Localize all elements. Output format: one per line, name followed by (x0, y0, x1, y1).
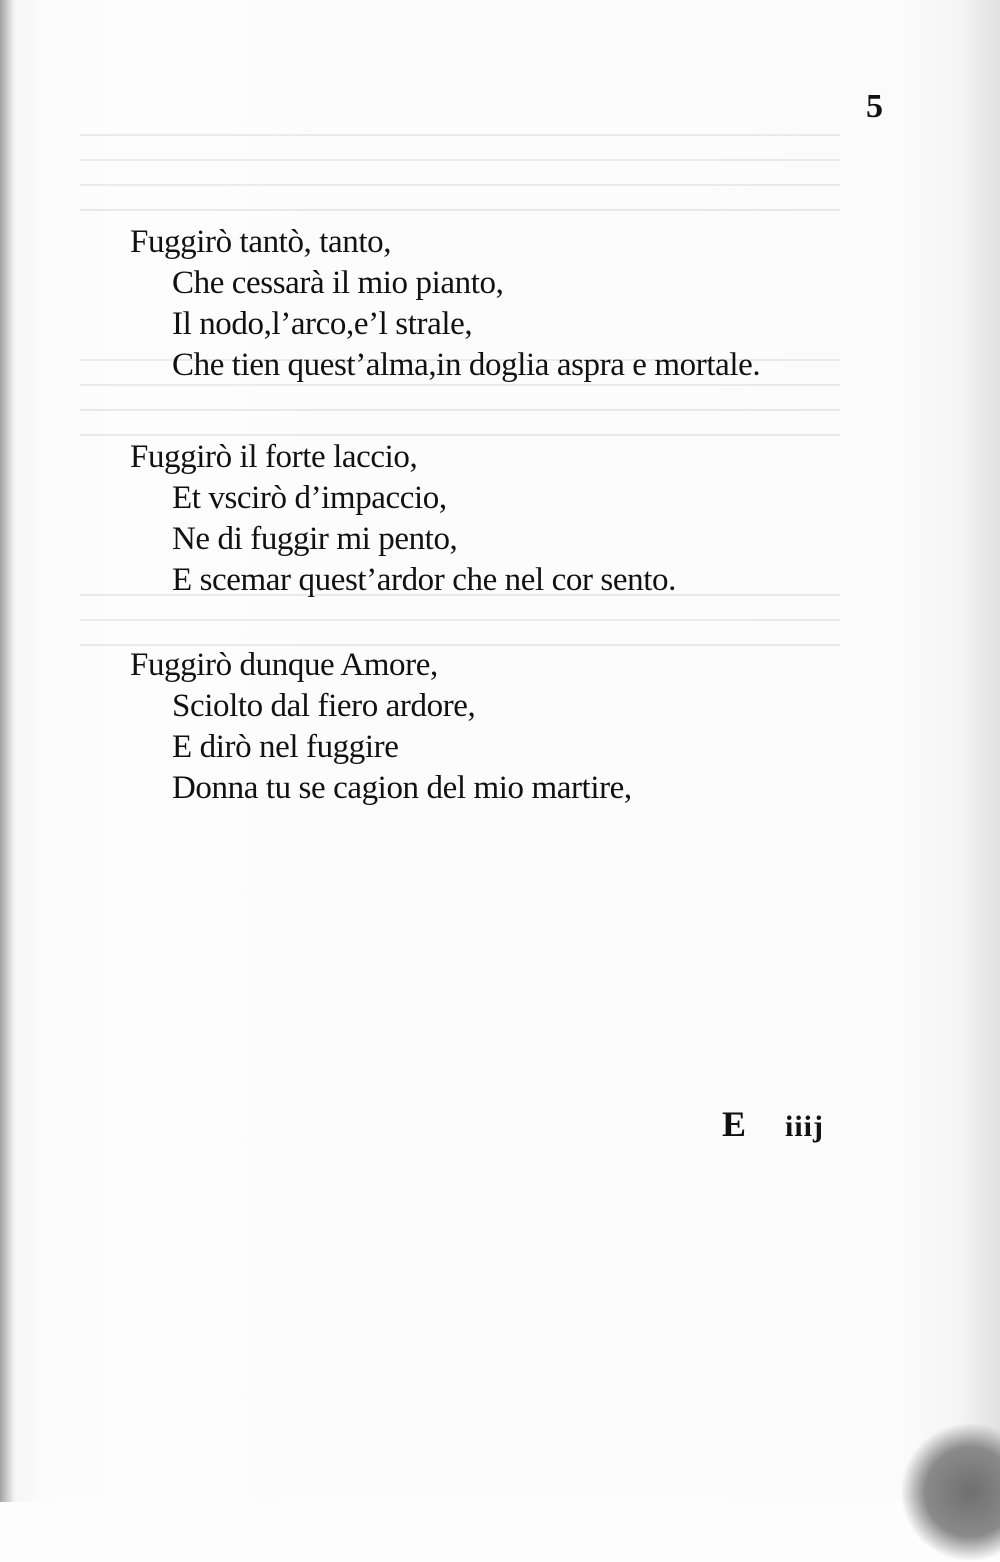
verse-line: Ne di fuggir mi pento, (172, 521, 458, 557)
corner-shadow (900, 1422, 1000, 1562)
verse-line: Che tien quest’alma,in doglia aspra e mortale. (172, 347, 761, 383)
page-number: 5 (866, 88, 883, 125)
page-gutter-shadow (0, 0, 14, 1502)
verse-line: Fuggirò il forte laccio, (130, 439, 418, 475)
verse-line: E scemar quest’ardor che nel cor sento. (172, 562, 676, 598)
verse-line: Fuggirò dunque Amore, (130, 647, 438, 683)
verse-line: Donna tu se cagion del mio martire, (172, 770, 632, 806)
page-edge-shade (960, 0, 1000, 1502)
stanza-1 (130, 222, 760, 386)
signature-mark (722, 1103, 824, 1145)
verse-line: Et vscirò d’impaccio, (172, 480, 447, 516)
signature-number: iiij (785, 1110, 825, 1143)
stanza-2 (130, 437, 676, 601)
verse-line: Fuggirò tantò, tanto, (130, 224, 392, 260)
verse-line: E dirò nel fuggire (172, 729, 399, 765)
verse-line: Il nodo,l’arco,e’l strale, (172, 306, 473, 342)
stanza-3 (130, 645, 632, 809)
verse-line: Sciolto dal fiero ardore, (172, 688, 476, 724)
signature-leaf: E (722, 1104, 748, 1144)
verse-line: Che cessarà il mio pianto, (172, 265, 504, 301)
